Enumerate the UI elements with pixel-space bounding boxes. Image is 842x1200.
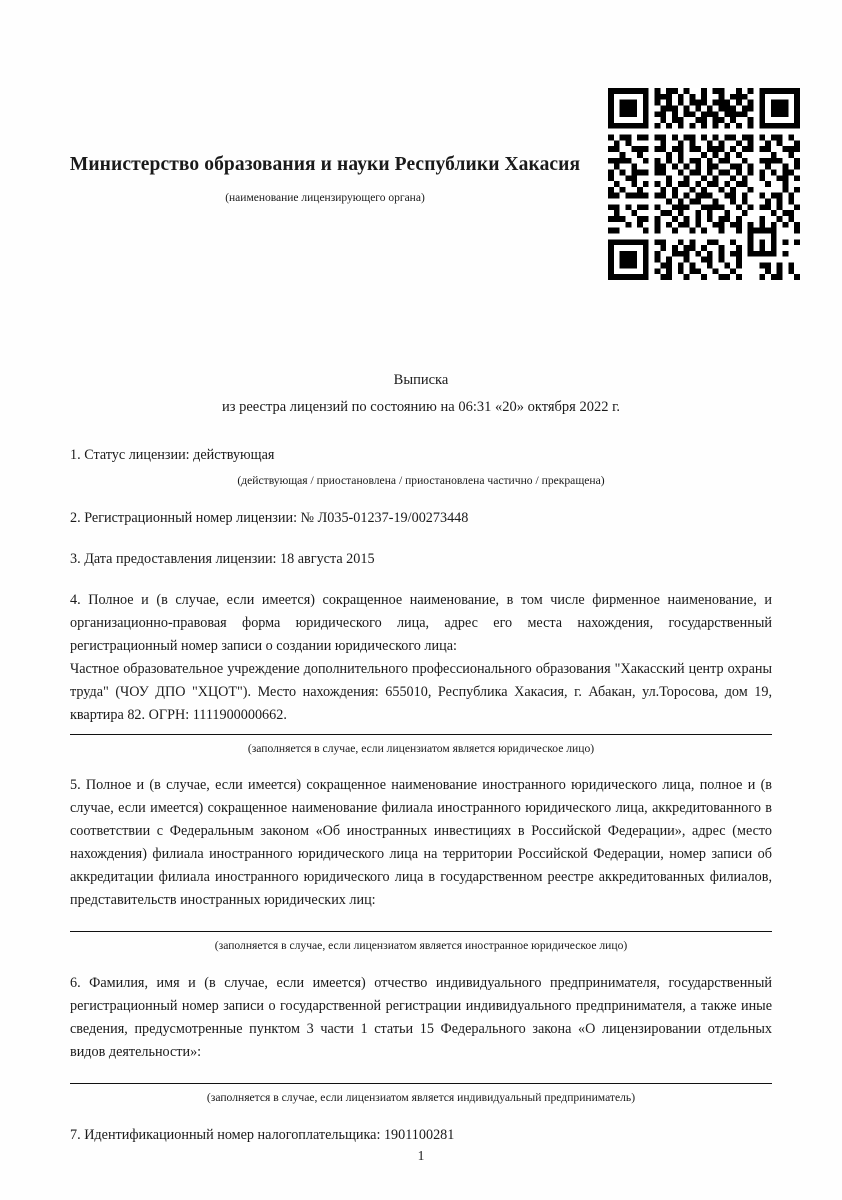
item-1-text: 1. Статус лицензии: действующая [70, 447, 275, 463]
item-1 [70, 444, 772, 489]
item-2-text: 2. Регистрационный номер лицензии: № Л035-01237-19/00273448 [70, 509, 469, 526]
licensing-authority-name: Министерство образования и науки Республики Хакасия [69, 154, 581, 175]
item-4-value: Частное образовательное учреждение дополнительного профессионального образования "Хакасский центр охраны труда" (ЧОУ ДПО "ХЦОТ"). Место нахождения: 655010, Республика Хакасия, г. Абакан, ул.Торосова, дом 19, квартира 82. ОГРН: 1111900000662. [70, 660, 772, 723]
document-subtitle: из реестра лицензий по состоянию на 06:31 «20» октября 2022 г. [221, 398, 621, 415]
item-6 [70, 972, 772, 1106]
licensing-authority-note: (наименование лицензирующего органа) [225, 192, 425, 205]
item-7 [70, 1124, 772, 1147]
item-5 [70, 774, 772, 954]
item-1-note: (действующая / приостановлена / приостановлена частично / прекращена) [237, 474, 605, 487]
document-body [70, 444, 772, 1147]
item-5-blank-space [70, 912, 772, 924]
item-5-text: 5. Полное и (в случае, если имеется) сокращенное наименование иностранного юридического лица, полное и (в случае, если имеется) сокращенное наименование филиала иностранного юридического лица, аккредитованного в соответствии с Федеральным законом «Об иностранных инвестициях в Российской Федерации», адрес (место нахождения) филиала иностранного юридического лица на территории Российской Федерации, номер записи об аккредитации филиала иностранного юридического лица в государственном реестре аккредитованных филиалов, представительств иностранных юридических лиц: [70, 777, 772, 909]
item-6-note: (заполняется в случае, если лицензиатом является индивидуальный предприниматель) [206, 1090, 636, 1104]
item-3-text: 3. Дата предоставления лицензии: 18 августа 2015 [70, 550, 375, 567]
item-4-rule [70, 734, 772, 735]
item-5-note: (заполняется в случае, если лицензиатом является иностранное юридическое лицо) [214, 939, 628, 953]
document-title-block [70, 370, 772, 419]
document-title: Выписка [393, 372, 449, 388]
item-6-blank-space [70, 1064, 772, 1076]
item-2 [70, 507, 772, 530]
item-3 [70, 548, 772, 571]
item-7-text: 7. Идентификационный номер налогоплательщика: 1901100281 [70, 1126, 455, 1143]
item-4 [70, 589, 772, 757]
item-6-rule [70, 1083, 772, 1084]
item-5-rule [70, 931, 772, 932]
item-4-note: (заполняется в случае, если лицензиатом является юридическое лицо) [247, 741, 595, 755]
page-number: 1 [417, 1148, 425, 1163]
qr-code-icon [608, 88, 800, 280]
item-6-text: 6. Фамилия, имя и (в случае, если имеется) отчество индивидуального предпринимателя, государственный регистрационный номер записи о государственной регистрации индивидуального предпринимателя, а также иные сведения, предусмотренные пунктом 3 части 1 статьи 15 Федерального закона «О лицензировании отдельных видов деятельности»: [70, 974, 772, 1060]
document-header [60, 150, 590, 206]
item-4-text: 4. Полное и (в случае, если имеется) сокращенное наименование, в том числе фирменное наименование, и организационно-правовая форма юридического лица, адрес его места нахождения, государственный регистрационный номер записи о создании юридического лица: [70, 591, 772, 654]
